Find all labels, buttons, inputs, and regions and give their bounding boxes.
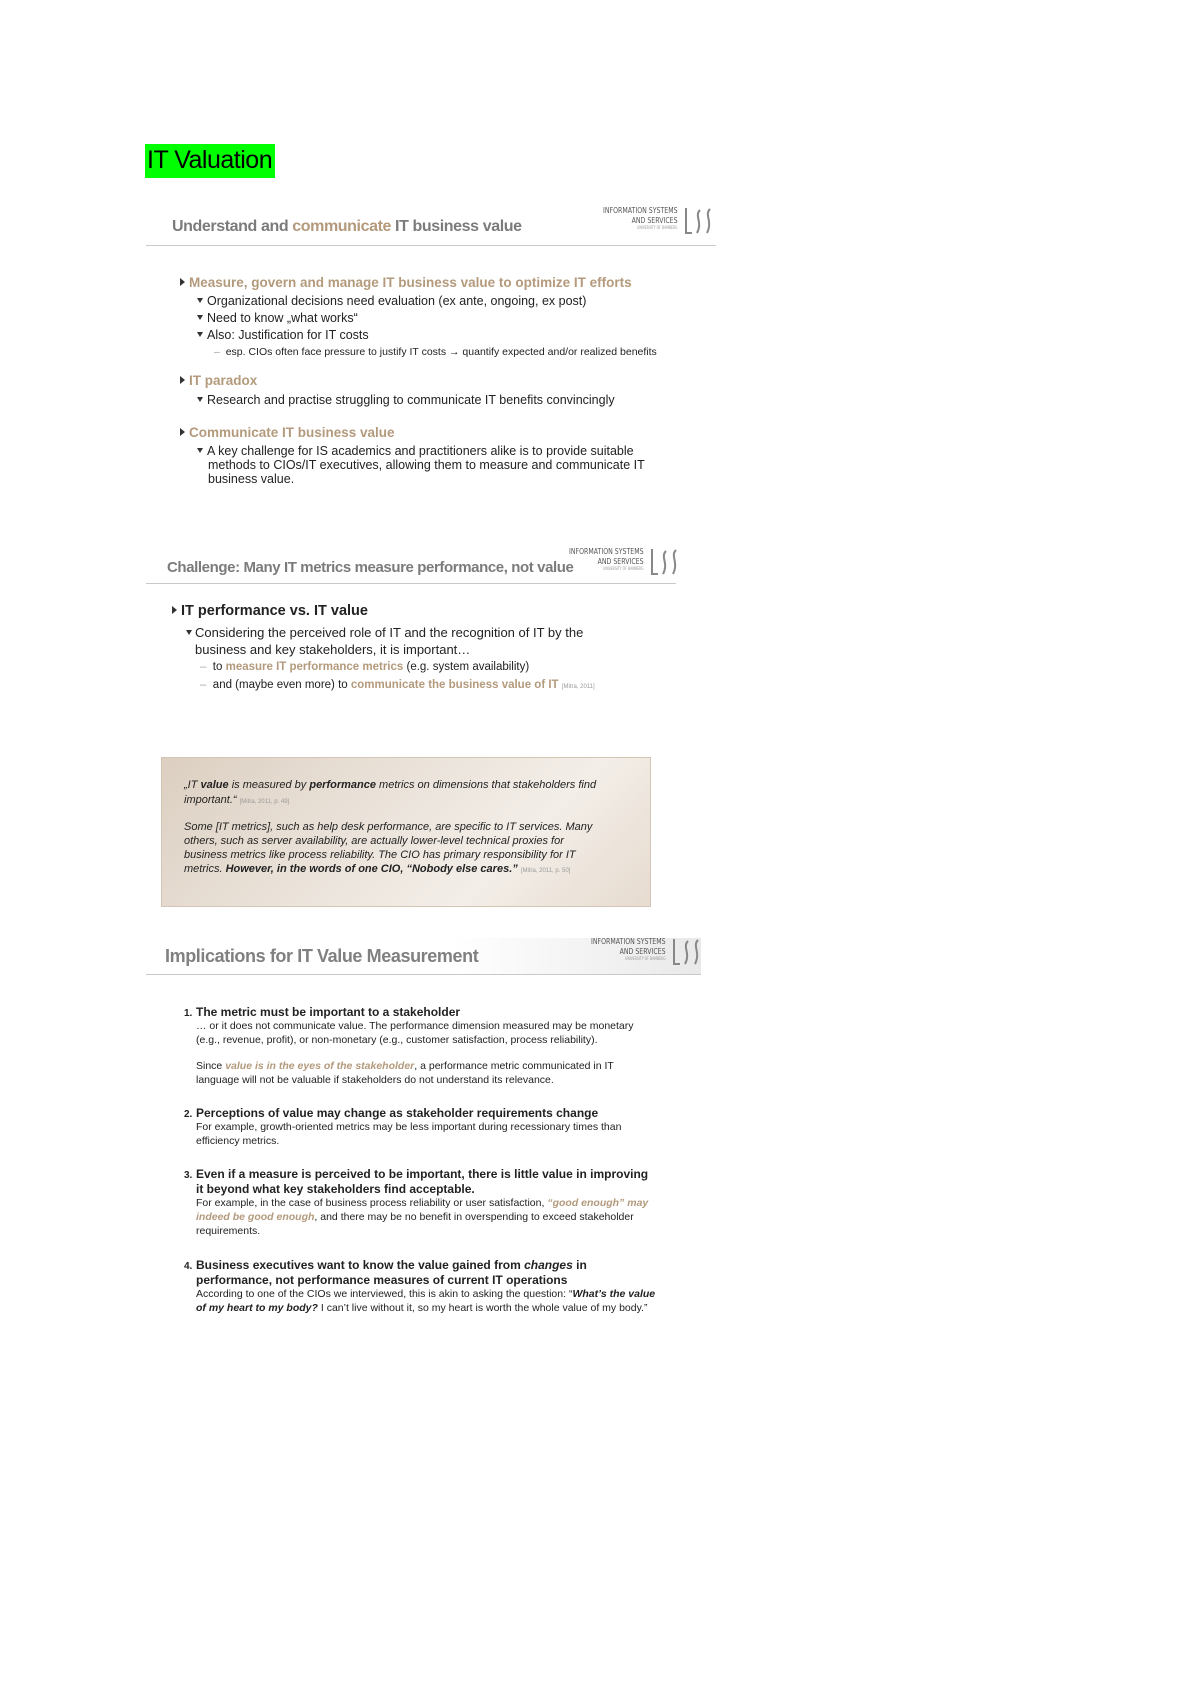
logo-text: INFORMATION SYSTEMS AND SERVICES UNIVERSITY OF BAMBERG: [603, 206, 678, 230]
implication-2-text: For example, growth-oriented metrics may be less important during recessionary times than: [196, 1121, 622, 1133]
implication-3-text: indeed be good enough, and there may be no benefit in overspending to exceed stakeholder: [196, 1211, 634, 1223]
page-heading: IT Valuation: [145, 144, 275, 178]
implication-1-heading: 1. The metric must be important to a stakeholder: [184, 1005, 461, 1019]
slide-1-rule: [146, 245, 716, 246]
university-logo: [582, 206, 715, 236]
triangle-bullet-icon: [180, 376, 185, 384]
slide-1-bullet-1-3: Also: Justification for IT costs: [197, 328, 369, 342]
triangle-bullet-icon: [180, 428, 185, 436]
implication-4-heading-cont: performance, not performance measures of current IT operations: [196, 1273, 568, 1287]
slide-1-bullet-3: Communicate IT business value: [180, 425, 395, 440]
slide-2-bullet-1: IT performance vs. IT value: [172, 603, 368, 619]
logo-mark-icon: [683, 206, 715, 236]
logo-text: INFORMATION SYSTEMS AND SERVICES UNIVERSITY OF BAMBERG: [569, 547, 644, 571]
quote-paragraph-2-line-1: Some [IT metrics], such as help desk performance, are specific to IT services. Many: [184, 821, 593, 833]
slide-1-bullet-1-1: Organizational decisions need evaluation (ex ante, ongoing, ex post): [197, 294, 586, 308]
slide-1-bullet-3-1-cont: business value.: [208, 472, 295, 486]
slide-1-bullet-3-1: A key challenge for IS academics and practitioners alike is to provide suitable: [197, 444, 634, 458]
slide-2-bullet-1-1: Considering the perceived role of IT and the recognition of IT by the: [186, 625, 583, 640]
implication-1-text: … or it does not communicate value. The performance dimension measured may be monetary: [196, 1020, 634, 1032]
implication-1-text: Since value is in the eyes of the stakeholder, a performance metric communicated in IT: [196, 1060, 614, 1072]
caret-bullet-icon: [197, 448, 203, 453]
slide-2-bullet-1-1-cont: business and key stakeholders, it is important…: [195, 642, 471, 657]
slide-1-bullet-1-3-1: – esp. CIOs often face pressure to justify IT costs → quantify expected and/or realized benefits: [214, 346, 657, 358]
implication-1-text: (e.g., revenue, profit), or non-monetary (e.g., customer satisfaction, process reliability).: [196, 1034, 598, 1046]
slide-2-dash-1: – to measure IT performance metrics (e.g. system availability): [200, 661, 530, 673]
implication-3-heading-cont: it beyond what key stakeholders find acceptable.: [196, 1182, 475, 1196]
caret-bullet-icon: [197, 298, 203, 303]
implication-3-text: requirements.: [196, 1225, 261, 1237]
triangle-bullet-icon: [180, 278, 185, 286]
slide-2-rule: [146, 583, 676, 584]
slide-2-title: Challenge: Many IT metrics measure performance, not value: [167, 559, 574, 576]
slide-2-dash-2: – and (maybe even more) to communicate the business value of IT [Mitra, 2011]: [200, 679, 595, 691]
quote-paragraph-1-line-1: „IT value is measured by performance metrics on dimensions that stakeholders find: [184, 779, 597, 791]
implication-3-heading: 3. Even if a measure is perceived to be important, there is little value in improving: [184, 1167, 649, 1181]
implication-4-text: According to one of the CIOs we interviewed, this is akin to asking the question: “What’s the value: [196, 1288, 656, 1300]
logo-text: INFORMATION SYSTEMS AND SERVICES UNIVERSITY OF BAMBERG: [591, 937, 666, 961]
implication-2-text: efficiency metrics.: [196, 1135, 280, 1147]
slide-1-bullet-1-2: Need to know „what works“: [197, 311, 358, 325]
slide-1-bullet-2: IT paradox: [180, 373, 257, 388]
university-logo: [570, 937, 703, 967]
quote-paragraph-1-line-2: important.“ [Mitra, 2011, p. 49]: [184, 794, 290, 806]
implication-2-heading: 2. Perceptions of value may change as stakeholder requirements change: [184, 1106, 599, 1120]
slide-1-bullet-3-1-cont: methods to CIOs/IT executives, allowing them to measure and communicate IT: [208, 458, 645, 472]
university-logo: [548, 547, 681, 577]
slide-1-bullet-1: Measure, govern and manage IT business value to optimize IT efforts: [180, 275, 632, 290]
quote-paragraph-2-line-4: metrics. However, in the words of one CIO, “Nobody else cares.” [Mitra, 2011, p. 50]: [184, 863, 571, 875]
slide-3-title: Implications for IT Value Measurement: [165, 946, 479, 966]
quote-paragraph-2-line-3: business metrics like process reliability. The CIO has primary responsibility for IT: [184, 849, 576, 861]
quote-paragraph-2-line-2: others, such as server availability, are actually lower-level technical proxies for: [184, 835, 564, 847]
logo-mark-icon: [649, 547, 681, 577]
triangle-bullet-icon: [172, 606, 177, 614]
implication-3-text: For example, in the case of business process reliability or user satisfaction, “good enough” may: [196, 1197, 649, 1209]
quote-box: [161, 757, 651, 907]
slide-1-bullet-2-1: Research and practise struggling to communicate IT benefits convincingly: [197, 393, 615, 407]
implication-4-text: of my heart to my body? I can’t live without it, so my heart is worth the whole value of my body.”: [196, 1302, 648, 1314]
slide-3-rule: [146, 974, 701, 975]
slide-1-title: Understand and communicate IT business value: [172, 218, 522, 235]
caret-bullet-icon: [197, 315, 203, 320]
implication-4-heading: 4. Business executives want to know the value gained from changes in: [184, 1258, 587, 1272]
logo-mark-icon: [671, 937, 703, 967]
caret-bullet-icon: [197, 332, 203, 337]
caret-bullet-icon: [197, 397, 203, 402]
caret-bullet-icon: [186, 630, 192, 635]
implication-1-text: language will not be valuable if stakeholders do not understand its relevance.: [196, 1074, 554, 1086]
